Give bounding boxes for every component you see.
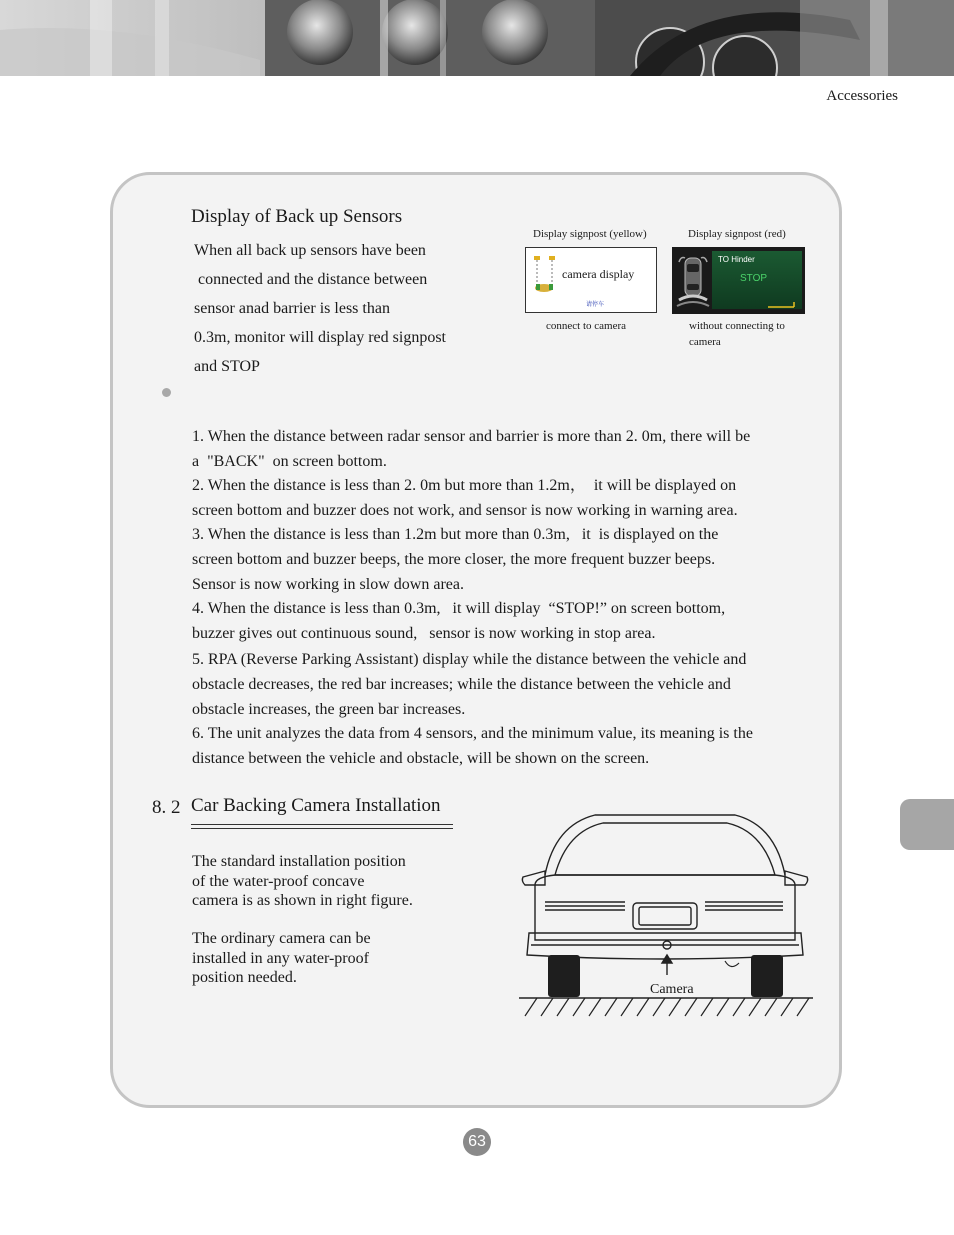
car-top-view-icon bbox=[675, 252, 711, 310]
list-line: obstacle increases, the green bar increases. bbox=[192, 700, 466, 718]
title-underline bbox=[191, 824, 453, 825]
knob-icon bbox=[382, 0, 448, 65]
header-banner bbox=[0, 0, 954, 76]
yellow-signpost-figure bbox=[525, 247, 657, 313]
status-list bbox=[192, 425, 810, 771]
camera-figure-label: Camera bbox=[650, 982, 694, 997]
intro-paragraph bbox=[194, 236, 494, 381]
knob-icon bbox=[482, 0, 548, 65]
red-figure-bottom-caption-1: without connecting to bbox=[689, 320, 785, 332]
intro-line: 0.3m, monitor will display red signpost bbox=[194, 329, 446, 346]
yellow-figure-inner-label: camera display bbox=[562, 267, 635, 281]
knob-icon bbox=[287, 0, 353, 65]
yellow-figure-bottom-caption: connect to camera bbox=[546, 320, 627, 332]
list-line: buzzer gives out continuous sound, sensor is now working in stop area. bbox=[192, 624, 656, 642]
yellow-figure-caption: Display signpost (yellow) bbox=[533, 228, 647, 240]
paragraph-line: installed in any water-proof bbox=[192, 949, 369, 967]
list-line: 5. RPA (Reverse Parking Assistant) display while the distance between the vehicle and bbox=[192, 651, 747, 669]
paragraph-line: The standard installation position bbox=[192, 853, 406, 870]
red-figure-text-hinder: TO Hinder bbox=[718, 255, 755, 264]
paragraph-line: The ordinary camera can be bbox=[192, 930, 371, 947]
list-line: 3. When the distance is less than 1.2m but more than 0.3m, it is displayed on the bbox=[192, 526, 719, 544]
paragraph-line: of the water-proof concave bbox=[192, 872, 365, 890]
yellow-figure-cn-text: 请停车 bbox=[586, 301, 605, 308]
title-underline bbox=[191, 828, 453, 829]
red-figure-bottom-caption-2: camera bbox=[689, 336, 721, 348]
list-line: 4. When the distance is less than 0.3m, it will display “STOP!” on screen bottom, bbox=[192, 600, 726, 618]
distance-bar-icon bbox=[768, 301, 800, 309]
red-figure-text-stop: STOP bbox=[740, 273, 768, 284]
list-line: Sensor is now working in slow down area. bbox=[192, 575, 464, 593]
car-rear-illustration bbox=[515, 805, 815, 1020]
page-number: 63 bbox=[463, 1128, 491, 1156]
list-line: 1. When the distance between radar sensor and barrier is more than 2. 0m, there will be bbox=[192, 428, 751, 445]
intro-line: and STOP bbox=[194, 358, 260, 375]
chapter-tab bbox=[900, 799, 954, 850]
bullet-dot-icon bbox=[162, 388, 171, 397]
car-top-view-icon bbox=[532, 254, 558, 294]
section-number: 8. 2 bbox=[152, 797, 181, 818]
list-line: obstacle decreases, the red bar increases; while the distance between the vehicle and bbox=[192, 675, 731, 693]
list-line: 6. The unit analyzes the data from 4 sensors, and the minimum value, its meaning is the bbox=[192, 725, 753, 743]
red-figure-caption: Display signpost (red) bbox=[688, 228, 786, 240]
list-line: screen bottom and buzzer does not work, and sensor is now working in warning area. bbox=[192, 501, 738, 519]
intro-line: When all back up sensors have been bbox=[194, 242, 426, 259]
installation-paragraph bbox=[192, 852, 413, 911]
section-label: Accessories bbox=[826, 88, 898, 104]
red-signpost-figure bbox=[672, 247, 805, 314]
intro-line: sensor anad barrier is less than bbox=[194, 300, 390, 317]
ordinary-camera-paragraph bbox=[192, 929, 371, 988]
list-line: distance between the vehicle and obstacle, will be shown on the screen. bbox=[192, 749, 650, 767]
list-line: screen bottom and buzzer beeps, the more closer, the more frequent buzzer beeps. bbox=[192, 550, 716, 568]
paragraph-line: position needed. bbox=[192, 969, 297, 986]
list-line: 2. When the distance is less than 2. 0m but more than 1.2m， it will be displayed on bbox=[192, 477, 737, 495]
list-line: a "BACK" on screen bottom. bbox=[192, 452, 387, 470]
camera-section-title: Car Backing Camera Installation bbox=[191, 795, 441, 816]
paragraph-line: camera is as shown in right figure. bbox=[192, 892, 413, 909]
display-section-title: Display of Back up Sensors bbox=[191, 206, 403, 227]
intro-line: connected and the distance between bbox=[194, 271, 428, 288]
